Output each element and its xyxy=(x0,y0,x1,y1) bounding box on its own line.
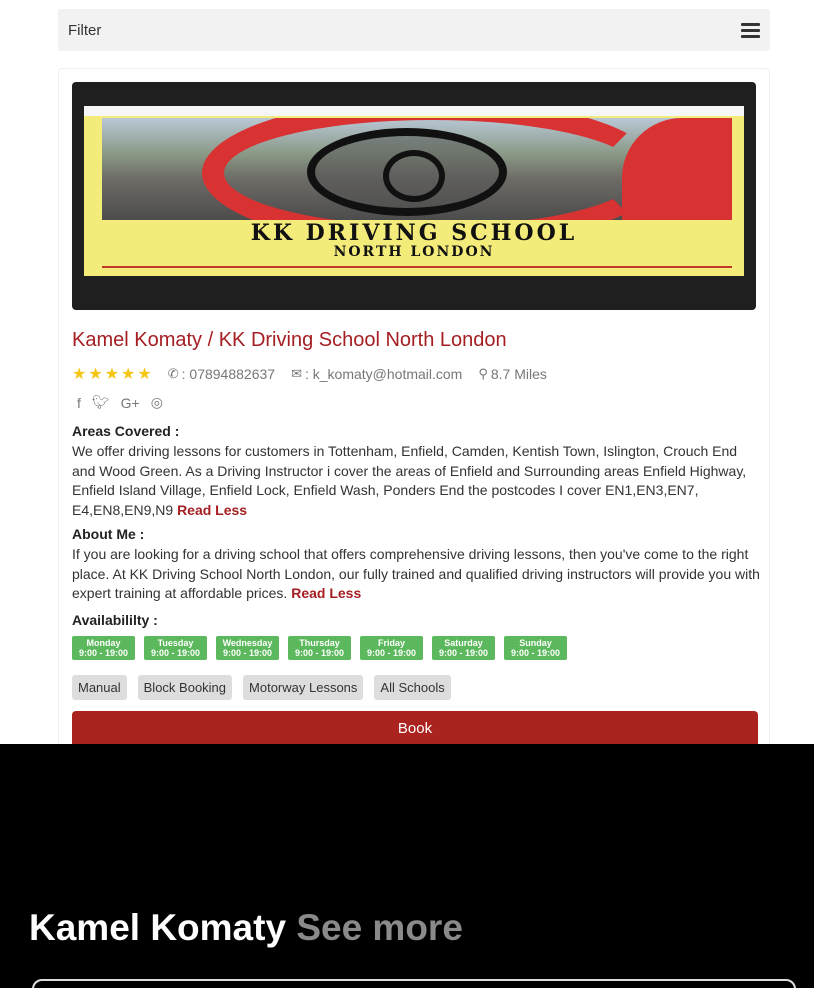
book-button[interactable]: Book xyxy=(72,711,758,744)
tag-block-booking[interactable]: Block Booking xyxy=(138,675,232,700)
school-banner-image xyxy=(72,82,756,310)
day-badge-tuesday: Tuesday 9:00 - 19:00 xyxy=(144,636,207,660)
availability-heading: Availabililty : xyxy=(72,612,158,628)
availability-days xyxy=(72,636,567,660)
caption-name: Kamel Komaty xyxy=(29,907,287,948)
tag-manual[interactable]: Manual xyxy=(72,675,127,700)
filter-label: Filter xyxy=(68,21,102,39)
day-badge-thursday: Thursday 9:00 - 19:00 xyxy=(288,636,351,660)
filter-bar[interactable] xyxy=(58,9,770,51)
social-links xyxy=(77,394,163,411)
envelope-icon: ✉ xyxy=(291,366,302,381)
phone-number[interactable]: : 07894882637 xyxy=(181,366,276,382)
tag-all-schools[interactable]: All Schools xyxy=(374,675,450,700)
instructor-card xyxy=(58,68,770,744)
day-badge-sunday: Sunday 9:00 - 19:00 xyxy=(504,636,567,660)
day-badge-wednesday: Wednesday 9:00 - 19:00 xyxy=(216,636,279,660)
steering-wheel-graphic xyxy=(307,128,507,216)
instagram-icon[interactable]: ◎ xyxy=(150,394,163,410)
facebook-icon[interactable]: f xyxy=(77,394,81,411)
caption-overlay xyxy=(0,744,814,988)
areas-read-less-link[interactable]: Read Less xyxy=(177,501,248,518)
email-address[interactable]: : k_komaty@hotmail.com xyxy=(304,366,463,382)
caption xyxy=(29,907,463,949)
areas-covered-text: We offer driving lessons for customers in Tottenham, Enfield, Camden, Kentish Town, Islington, Crouch End and Wood Green. As a Driving Instructor i cover the areas of Enfield and Surrounding areas Enfield Highway, Enfield Island Village, Enfield Lock, Enfield Wash, Ponders End the postcodes I cover EN1,EN3,EN7, E4,EN8,EN9,N9 Read Less xyxy=(72,443,747,518)
star-rating: ★★★★★ xyxy=(72,366,154,383)
map-marker-icon: ⚲ xyxy=(478,366,488,381)
distance: 8.7 Miles xyxy=(490,366,547,382)
day-badge-saturday: Saturday 9:00 - 19:00 xyxy=(432,636,495,660)
twitter-icon[interactable]: 🐦︎ xyxy=(91,394,110,410)
banner-subtitle: NORTH LONDON xyxy=(333,244,495,260)
hamburger-icon[interactable] xyxy=(741,23,760,38)
day-badge-friday: Friday 9:00 - 19:00 xyxy=(360,636,423,660)
banner-title: KK DRIVING SCHOOL xyxy=(250,220,578,246)
about-me-text: If you are looking for a driving school that offers comprehensive driving lessons, then you've come to the right place. At KK Driving School North London, our fully trained and qualified driving instructors will provide you with expert training at affordable prices. Read Less xyxy=(72,546,760,601)
reply-input[interactable] xyxy=(32,979,796,988)
google-plus-icon[interactable]: G+ xyxy=(120,394,140,411)
phone-icon: ✆ xyxy=(167,366,179,381)
contact-meta xyxy=(72,364,563,384)
instructor-name[interactable]: Kamel Komaty / KK Driving School North London xyxy=(72,329,507,351)
see-more-link[interactable]: See more xyxy=(296,907,463,948)
service-tags xyxy=(72,675,451,700)
tag-motorway-lessons[interactable]: Motorway Lessons xyxy=(243,675,363,700)
day-badge-monday: Monday 9:00 - 19:00 xyxy=(72,636,135,660)
about-read-less-link[interactable]: Read Less xyxy=(291,585,362,601)
areas-covered-heading: Areas Covered : xyxy=(72,423,180,439)
about-me-heading: About Me : xyxy=(72,526,145,542)
